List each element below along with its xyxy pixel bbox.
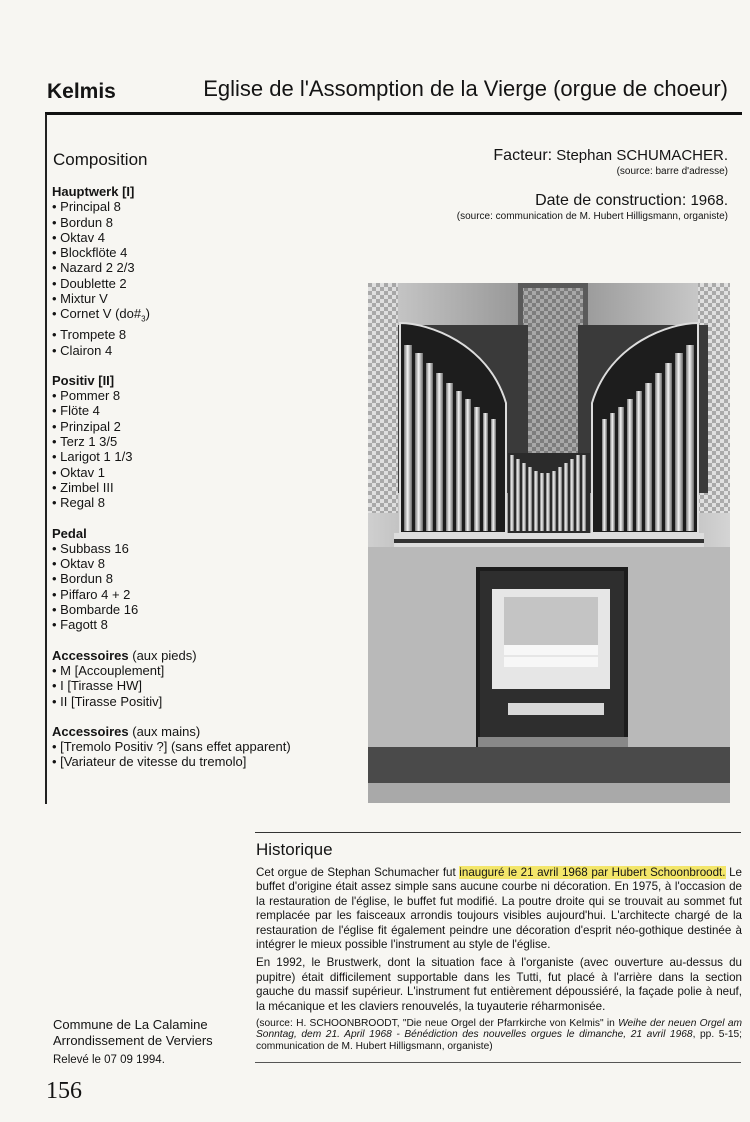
organ-stop: • Doublette 2: [52, 276, 352, 291]
builder-block: [368, 147, 728, 177]
organ-stop: • M [Accouplement]: [52, 663, 352, 678]
organ-stop: • Nazard 2 2/3: [52, 260, 352, 275]
organ-stop: • Cornet V $(do\#_3)$: [52, 306, 352, 327]
historique-highlight: inauguré le 21 avril 1968 par Hubert Schoonbroodt.: [459, 866, 726, 879]
composition-section: [52, 184, 352, 358]
composition-section: [52, 648, 352, 709]
organ-stop: • Bombarde 16: [52, 602, 352, 617]
historique-text-start: Cet orgue de Stephan Schumacher fut: [256, 866, 460, 879]
section-title-text: Hauptwerk [I]: [52, 184, 135, 199]
historique-bottom-rule: [255, 1062, 741, 1063]
composition-heading: Composition: [53, 150, 148, 169]
date-value: 1968.: [690, 192, 728, 209]
section-title-note: (aux mains): [132, 723, 201, 739]
section-title: [52, 526, 352, 541]
section-title: [52, 373, 352, 388]
historique-heading: Historique: [256, 840, 333, 859]
organ-stop: • [Tremolo Positiv ?] (sans effet apparent): [52, 739, 352, 754]
date-block: [368, 192, 728, 222]
page-number: 156: [46, 1078, 82, 1104]
section-title-text: Accessoires: [52, 723, 129, 739]
organ-stop: • Bordun 8: [52, 215, 352, 230]
organ-stop: • Trompete 8: [52, 327, 352, 342]
organ-stop: • Piffaro 4 + 2: [52, 587, 352, 602]
section-title-note: (aux pieds): [132, 647, 197, 663]
source-part-a: (source: H. SCHOONBROODT, "Die neue Orgel der Pfarrkirche von Kelmis" in: [256, 1018, 619, 1030]
organ-stop: • Principal 8: [52, 199, 352, 214]
organ-stop: • II [Tirasse Positiv]: [52, 694, 352, 709]
organ-stop: • Oktav 8: [52, 556, 352, 571]
organ-stop: • Prinzipal 2: [52, 419, 352, 434]
organ-stop: • [Variateur de vitesse du tremolo]: [52, 754, 352, 769]
historique-paragraph-1: [256, 866, 742, 952]
organ-stop: • I [Tirasse HW]: [52, 678, 352, 693]
organ-stop: • Subbass 16: [52, 541, 352, 556]
organ-photo: [368, 283, 730, 803]
organ-stop: • Larigot 1 1/3: [52, 449, 352, 464]
section-title: [52, 648, 352, 663]
organ-stop: • Oktav 4: [52, 230, 352, 245]
section-title: [52, 724, 352, 739]
organ-stop: • Blockflöte 4: [52, 245, 352, 260]
historique-paragraph-2: En 1992, le Brustwerk, dont la situation face à l'organiste (avec ouverture au-dessus du pupitre) était difficilement supportable dans les Tutti, fut placé à l'arrière dans la section gauche du massif supérieur. L'instrument fut entièrement dépoussiéré, la façade polie à neuf, la mécanique et les claviers renouvelés, la tuyauterie réharmonisée.: [256, 956, 742, 1013]
commune-block: [53, 1017, 213, 1049]
organ-stop: • Bordun 8: [52, 571, 352, 586]
composition-section: [52, 526, 352, 633]
date-source: (source: communication de M. Hubert Hilligsmann, organiste): [456, 211, 728, 222]
organ-stop: • Regal 8: [52, 495, 352, 510]
organ-stop: • Pommer 8: [52, 388, 352, 403]
organ-stop: • Fagott 8: [52, 617, 352, 632]
organ-stop: • Zimbel III: [52, 480, 352, 495]
composition-section: [52, 373, 352, 511]
date-label: Date de construction:: [535, 192, 687, 209]
page-title: Eglise de l'Assomption de la Vierge (orgue de choeur): [203, 76, 728, 101]
survey-date: Relevé le 07 09 1994.: [53, 1054, 165, 1066]
section-title-text: Pedal: [52, 525, 87, 541]
place-name: Kelmis: [47, 80, 116, 103]
section-title-text: Accessoires: [52, 647, 129, 663]
source-title: Weihe der neuen Orgel am Sonntag, dem 21. April 1968 - Bénédiction des nouvelles orgues le dimanche, 21 avril 1968: [256, 1018, 742, 1041]
section-title-text: Positiv [II]: [52, 372, 115, 388]
builder-label: Facteur:: [493, 147, 553, 164]
commune-name: Commune de La Calamine: [53, 1017, 208, 1032]
historique-source: [256, 1018, 742, 1052]
header-rule: [45, 112, 742, 115]
section-title: [52, 184, 352, 199]
organ-stop: • Oktav 1: [52, 465, 352, 480]
organ-stop: • Flöte 4: [52, 403, 352, 418]
composition-section: [52, 724, 352, 770]
historique-text-end: Le buffet d'origine était assez simple sans aucune courbe ni décoration. En 1975, à l'occasion de la restauration de l'église, le buffet fut modifié. La poutre droite qui se trouvait au sommet fut remplacée par les faisceaux arrondis toujours visibles aujourd'hui. L'architecte chargé de la restauration de l'église fit également peindre une décoration d'esprit néo-gothique destinée à intégrer le mieux possible l'instrument au style de l'église.: [256, 866, 742, 952]
composition-list: [52, 184, 352, 785]
builder-source: (source: barre d'adresse): [616, 166, 728, 177]
organ-stop: • Clairon 4: [52, 343, 352, 358]
left-rule: [45, 114, 47, 804]
organ-stop: • Terz 1 3/5: [52, 434, 352, 449]
organ-stop: • Mixtur V: [52, 291, 352, 306]
source-part-c: , pp. 5-15; communication de M. Hubert Hilligsmann, organiste): [256, 1029, 742, 1052]
historique-rule: [255, 832, 741, 833]
builder-name: Stephan SCHUMACHER.: [556, 147, 728, 164]
arrondissement-name: Arrondissement de Verviers: [53, 1033, 213, 1048]
historique-text: [256, 866, 742, 1052]
